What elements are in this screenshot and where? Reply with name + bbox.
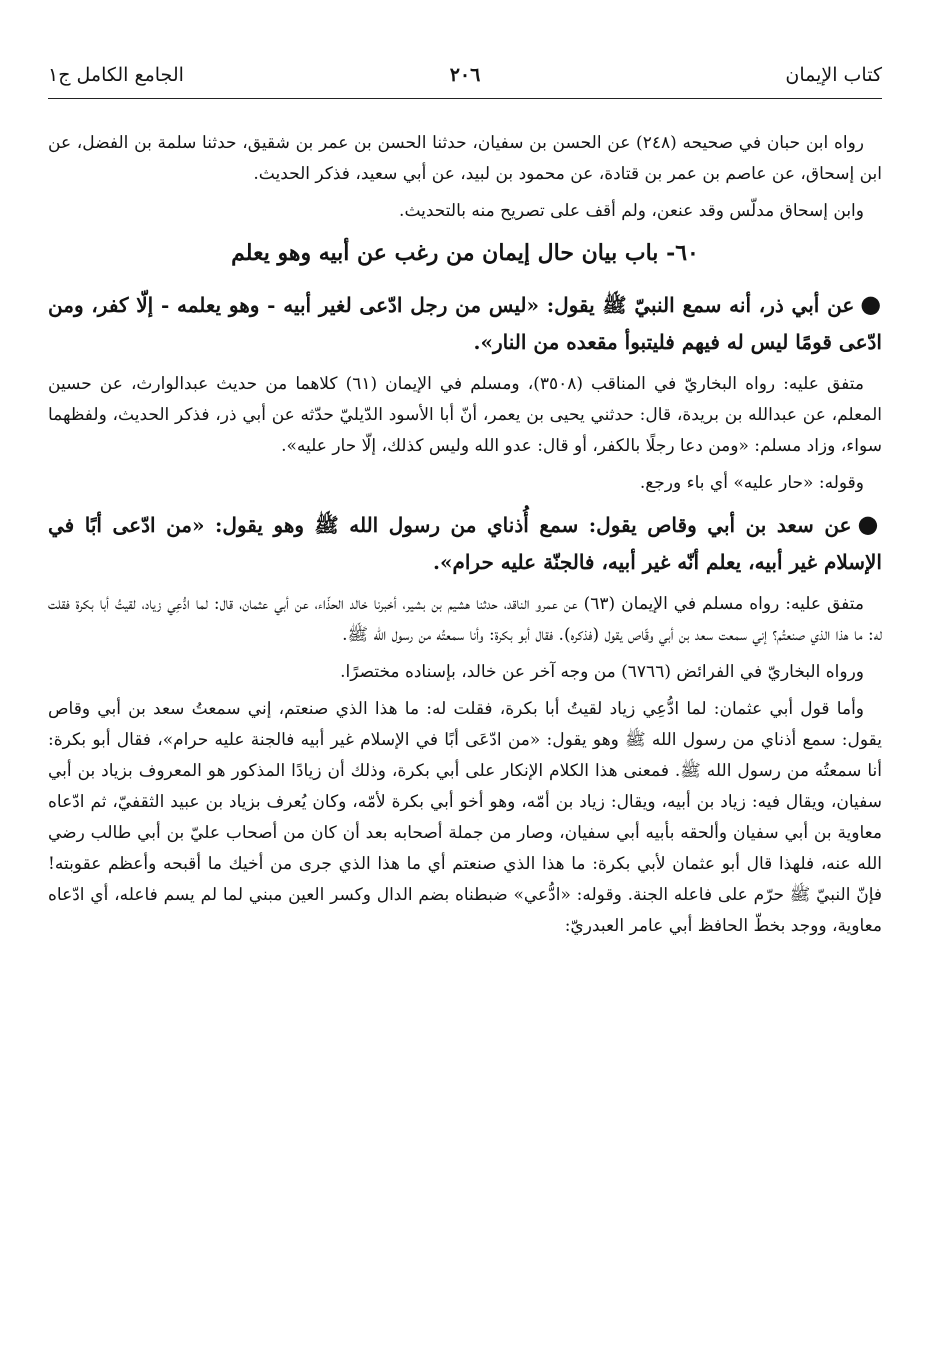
book-title: كتاب الإيمان [785,64,882,86]
hadith-saad [48,505,882,581]
volume-label: الجامع الكامل ج١ [48,64,184,86]
bullet-icon: ● [857,509,883,538]
bullet-icon: ● [860,289,882,318]
chapter-title: ٦٠- باب بيان حال إيمان من رغب عن أبيه وهو يعلم [231,240,699,266]
page-header [48,58,882,99]
takhrij-saad: متفق عليه: رواه مسلم في الإيمان (٦٣) عن عمرو الناقد، حدثنا هشيم بن بشير، أخبرنا خالد الحذّاء، عن أبي عثمان، قال: لما ادُّعِي زياد، لقيتُ أبا بكرة فقلت له: ما هذا الذي صنعتُم؟ إني سمعت سعد بن أبي وقّاص يقول (فذكره). فقال أبو بكرة: وأنا سمعتُه من رسول الله ﷺ. [48,594,882,645]
bukhari-note: ورواه البخاريّ في الفرائض (٦٧٦٦) من وجه آخر عن خالد، بإسناده مختصرًا. [340,662,864,682]
hadith-text: عن سعد بن أبي وقاص يقول: سمع أُذناي من رسول الله ﷺ وهو يقول: «من ادّعى أبًا في الإسلام غير أبيه، يعلم أنّه غير أبيه، فالجنّة عليه حرام». [48,513,882,574]
explanation-har-alayh: وقوله: «حار عليه» أي باء ورجع. [639,473,864,493]
page-number: ٢٠٦ [449,64,481,86]
paragraph-ibn-hibban: رواه ابن حبان في صحيحه (٢٤٨) عن الحسن بن سفيان، حدثنا الحسن بن عمر بن شقيق، حدثنا سلمة بن الفضل، عن ابن إسحاق، عن عاصم بن عمر بن قتادة، عن محمود بن لبيد، عن أبي سعيد، فذكر الحديث. [48,133,882,184]
paragraph-ibn-ishaq-note: وابن إسحاق مدلّس وقد عنعن، ولم أقف على تصريح منه بالتحديث. [399,201,864,221]
takhrij-abu-dharr: متفق عليه: رواه البخاريّ في المناقب (٣٥٠٨)، ومسلم في الإيمان (٦١) كلاهما من حديث عبدالوارث، عن حسين المعلم، عن عبدالله بن بريدة، قال: حدثني يحيى بن يعمر، أنّ أبا الأسود الدّيليّ حدّثه عن أبي ذر، فذكر الحديث، ولفظهما سواء، وزاد مسلم: «ومن دعا رجلًا بالكفر، أو قال: عدو الله وليس كذلك، إلّا حار عليه». [48,374,882,456]
page-body [48,128,882,948]
hadith-text: عن أبي ذر، أنه سمع النبيّ ﷺ يقول: «ليس من رجل ادّعى لغير أبيه - وهو يعلمه - إلّا كفر، ومن ادّعى قومًا ليس له فيهم فليتبوأ مقعده من النار». [48,293,882,354]
commentary-abu-uthman: وأما قول أبي عثمان: لما ادُّعِي زياد لقيتُ أبا بكرة، فقلت له: ما هذا الذي صنعتم، إني سمعتُ سعد بن أبي وقاص يقول: سمع أذناي من رسول الله ﷺ وهو يقول: «من ادّعَى أبًا في الإسلام غير أبيه فالجنة عليه حرام»، فقال أبو بكرة: أنا سمعتُه من رسول الله ﷺ. فمعنى هذا الكلام الإنكار على أبي بكرة، وذلك أن زيادًا المذكور هو المعروف بزياد بن أبي سفيان، ويقال فيه: زياد بن أبيه، ويقال: زياد بن أمّه، وهو أخو أبي بكرة لأمّه، وكان يُعرف بزياد بن عبيد الثقفيّ، ثم ادّعاه معاوية بن أبي سفيان وألحقه بأبيه أبي سفيان، وصار من جملة أصحابه بعد أن كان من أصحاب عليّ بن أبي طالب رضي الله عنه، فلهذا قال أبو عثمان لأبي بكرة: ما هذا الذي صنعتم أي ما هذا الذي جرى من أخيك ما أقبحه وأعظم عقوبته! فإنّ النبيّ ﷺ حرّم على فاعله الجنة. وقوله: «ادُّعي» ضبطناه بضم الدال وكسر العين مبني لما لم يسم فاعله، أي ادّعاه معاوية، ووجد بخطّ الحافظ أبي عامر العبدريّ: [48,699,882,936]
hadith-abu-dharr [48,285,882,361]
